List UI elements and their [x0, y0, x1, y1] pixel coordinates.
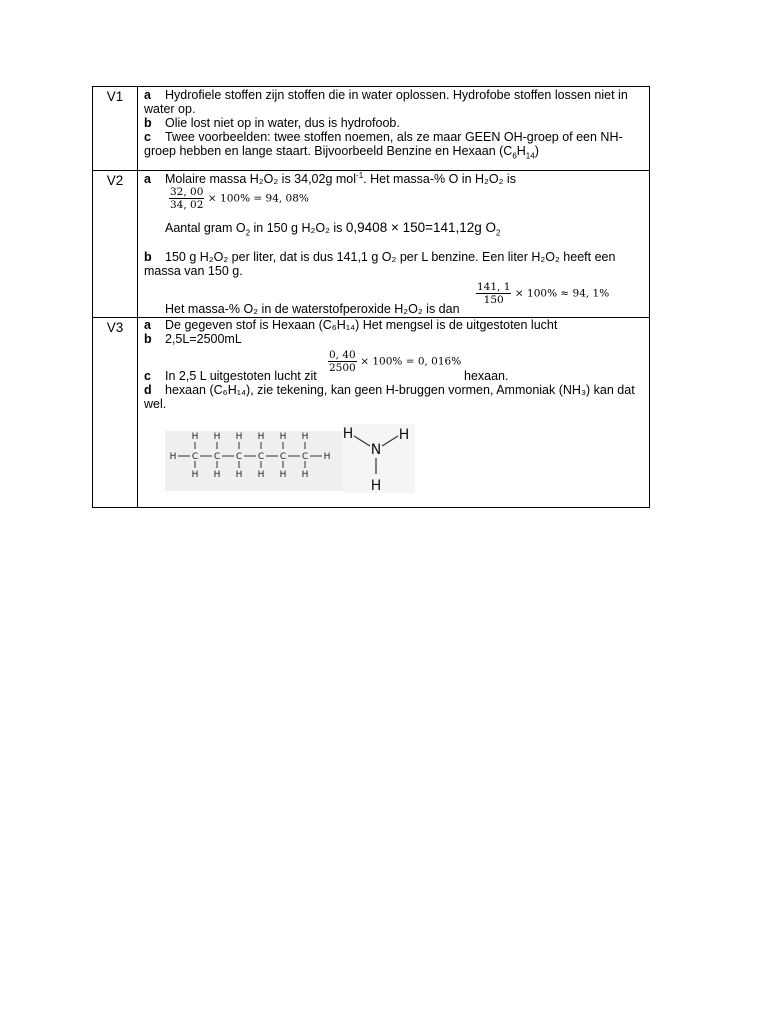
- v2-gram-o2: Aantal gram $O_2$ in 150 g H₂O₂ is 0,9408 × 150=141,12g $O_2$: [165, 220, 501, 238]
- atom-c: C: [213, 452, 221, 462]
- atom-h: H: [323, 452, 331, 462]
- atom-h: H: [370, 478, 382, 494]
- atom-c: C: [191, 452, 199, 462]
- row-label-v2: V2: [93, 171, 138, 318]
- v3-answer-a: a De gegeven stof is Hexaan (C₆H₁₄) Het mengsel is de uitgestoten lucht: [144, 318, 558, 332]
- v2-answer-a: a Molaire massa H₂O₂ is 34,02g mol$^{-1}$. Het massa-% O in H₂O₂ is: [144, 170, 516, 186]
- atom-h: H: [398, 427, 410, 443]
- atom-h: H: [257, 432, 265, 442]
- v2-massa-line: Het massa-% O₂ in de waterstofperoxide H₂O₂ is dan: [165, 302, 460, 316]
- row-label-v3: V3: [93, 318, 138, 508]
- atom-h: H: [213, 470, 221, 480]
- v2-fraction-final: $\frac{141, 1}{150}$ × 100% ≈ 94, 1%: [477, 281, 610, 306]
- v3-answer-c: c In 2,5 L uitgestoten lucht zit: [144, 369, 317, 383]
- v3-answer-d: d hexaan (C₆H₁₄), zie tekening, kan geen H-bruggen vormen, Ammoniak (NH₃) kan dat wel.: [144, 383, 635, 411]
- v2-answer-b: b 150 g H₂O₂ per liter, dat is dus 141,1 g O₂ per L benzine. Een liter H₂O₂ heeft een massa van 150 g.: [144, 250, 616, 278]
- row-label-v1: V1: [93, 87, 138, 171]
- v1-answer-a: a Hydrofiele stoffen zijn stoffen die in water oplossen. Hydrofobe stoffen lossen niet in water op.: [144, 88, 628, 116]
- atom-h: H: [279, 470, 287, 480]
- atom-h: H: [191, 432, 199, 442]
- atom-h: H: [169, 452, 177, 462]
- answer-table: [92, 86, 650, 508]
- atom-h: H: [235, 470, 243, 480]
- atom-h: H: [235, 432, 243, 442]
- v1-answer-c: c Twee voorbeelden: twee stoffen noemen, als ze maar GEEN OH-groep of een NH-groep hebben en lange staart. Bijvoorbeeld Benzine en Hexaan $(C_6H_{14})$: [144, 130, 623, 161]
- atom-c: C: [257, 452, 265, 462]
- atom-h: H: [257, 470, 265, 480]
- atom-n: N: [370, 442, 382, 458]
- atom-h: H: [279, 432, 287, 442]
- atom-c: C: [301, 452, 309, 462]
- row-v2: [93, 171, 650, 318]
- atom-c: C: [235, 452, 243, 462]
- row-content-v2: [138, 171, 650, 318]
- row-content-v1: [138, 87, 650, 171]
- v3-answer-c-end: hexaan.: [464, 369, 509, 383]
- atom-h: H: [191, 470, 199, 480]
- atom-h: H: [342, 426, 354, 442]
- row-v1: [93, 87, 650, 171]
- v1-answer-b: b Olie lost niet op in water, dus is hydrofoob.: [144, 116, 400, 130]
- v2-fraction-mass-percent: $\frac{32, 00}{34, 02}$ × 100% = 94, 08%: [170, 186, 309, 211]
- row-v3: [93, 318, 650, 508]
- atom-h: H: [301, 432, 309, 442]
- v3-fraction: $\frac{0, 40}{2500}$ × 100% = 0, 016%: [328, 349, 462, 374]
- v3-answer-b: b 2,5L=2500mL: [144, 332, 242, 346]
- atom-h: H: [301, 470, 309, 480]
- structure-drawings: [165, 424, 415, 494]
- row-content-v3: [138, 318, 650, 508]
- atom-h: H: [213, 432, 221, 442]
- atom-c: C: [279, 452, 287, 462]
